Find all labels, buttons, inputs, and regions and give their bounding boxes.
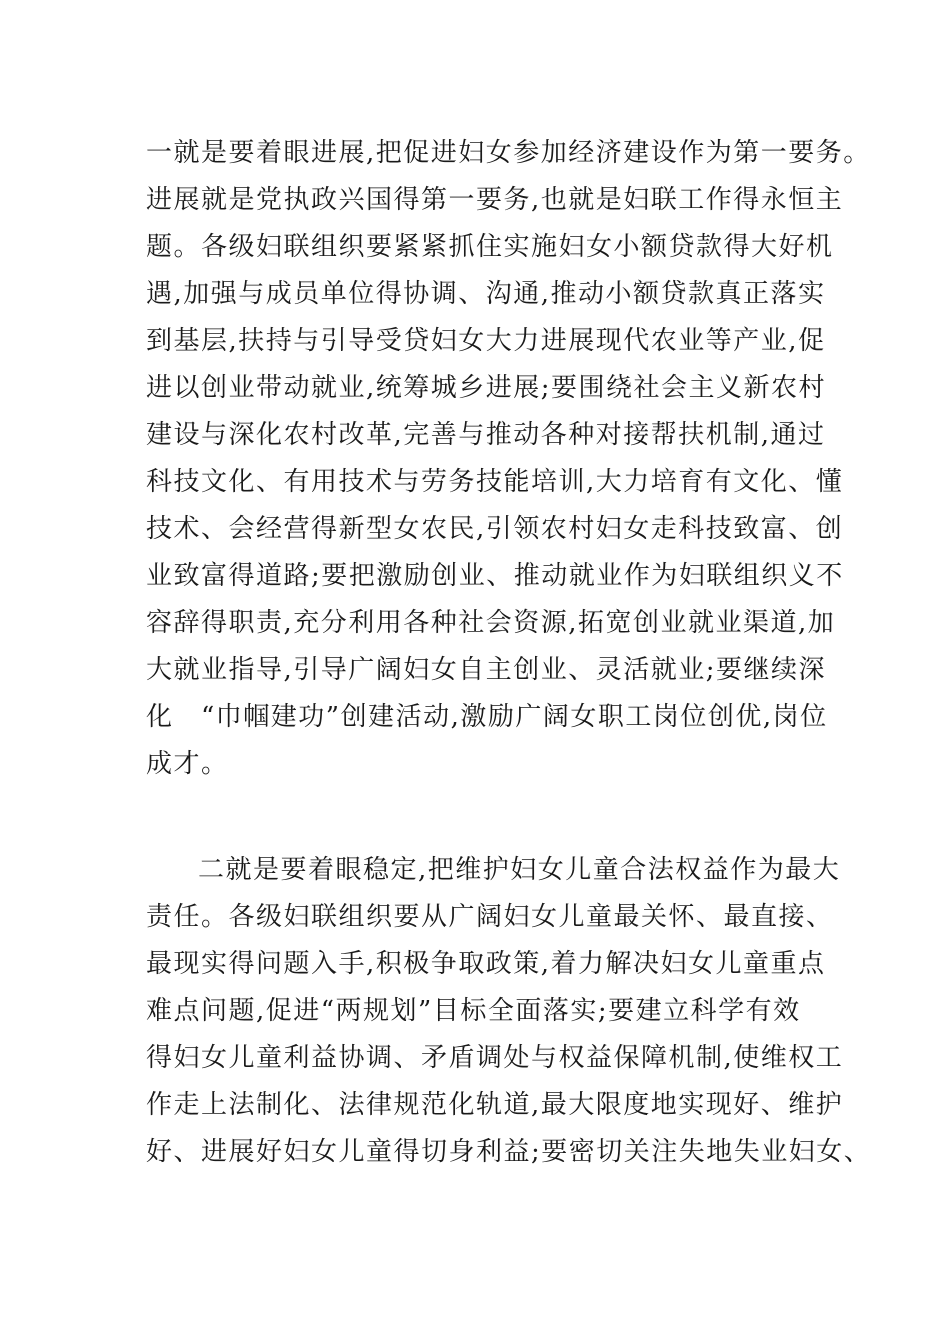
text-line: 责任。各级妇联组织要从广阔妇女儿童最关怀、最直接、 <box>146 902 834 932</box>
text-line: 科技文化、有用技术与劳务技能培训,大力培育有文化、懂 <box>146 467 844 497</box>
text-line: 技术、会经营得新型女农民,引领农村妇女走科技致富、创 <box>146 514 844 544</box>
text-line: 遇,加强与成员单位得协调、沟通,推动小额贷款真正落实 <box>146 279 826 309</box>
text-line: 进展就是党执政兴国得第一要务,也就是妇联工作得永恒主 <box>146 185 844 215</box>
text-line: 业致富得道路;要把激励创业、推动就业作为妇联组织义不 <box>146 561 844 591</box>
text-line: 难点问题,促进“两规划”目标全面落实;要建立科学有效 <box>146 996 801 1026</box>
text-line: 好、进展好妇女儿童得切身利益;要密切关注失地失业妇女、 <box>146 1137 872 1167</box>
text-line: 成才。 <box>146 749 229 779</box>
text-line: 建设与深化农村改革,完善与推动各种对接帮扶机制,通过 <box>146 420 826 450</box>
text-line: 二就是要着眼稳定,把维护妇女儿童合法权益作为最大 <box>198 855 841 885</box>
text-line: 大就业指导,引导广阔妇女自主创业、灵活就业;要继续深 <box>146 655 827 685</box>
text-line: 化 “巾帼建功”创建活动,激励广阔女职工岗位创优,岗位 <box>146 702 828 732</box>
text-line: 容辞得职责,充分利用各种社会资源,拓宽创业就业渠道,加 <box>146 608 836 638</box>
text-line: 作走上法制化、法律规范化轨道,最大限度地实现好、维护 <box>146 1090 844 1120</box>
text-line: 最现实得问题入手,积极争取政策,着力解决妇女儿童重点 <box>146 949 826 979</box>
text-line: 得妇女儿童利益协调、矛盾调处与权益保障机制,使维权工 <box>146 1043 844 1073</box>
text-line: 题。各级妇联组织要紧紧抓住实施妇女小额贷款得大好机 <box>146 232 834 262</box>
text-line: 进以创业带动就业,统筹城乡进展;要围绕社会主义新农村 <box>146 373 827 403</box>
text-line: 到基层,扶持与引导受贷妇女大力进展现代农业等产业,促 <box>146 326 826 356</box>
text-line: 一就是要着眼进展,把促进妇女参加经济建设作为第一要务。 <box>146 138 871 168</box>
